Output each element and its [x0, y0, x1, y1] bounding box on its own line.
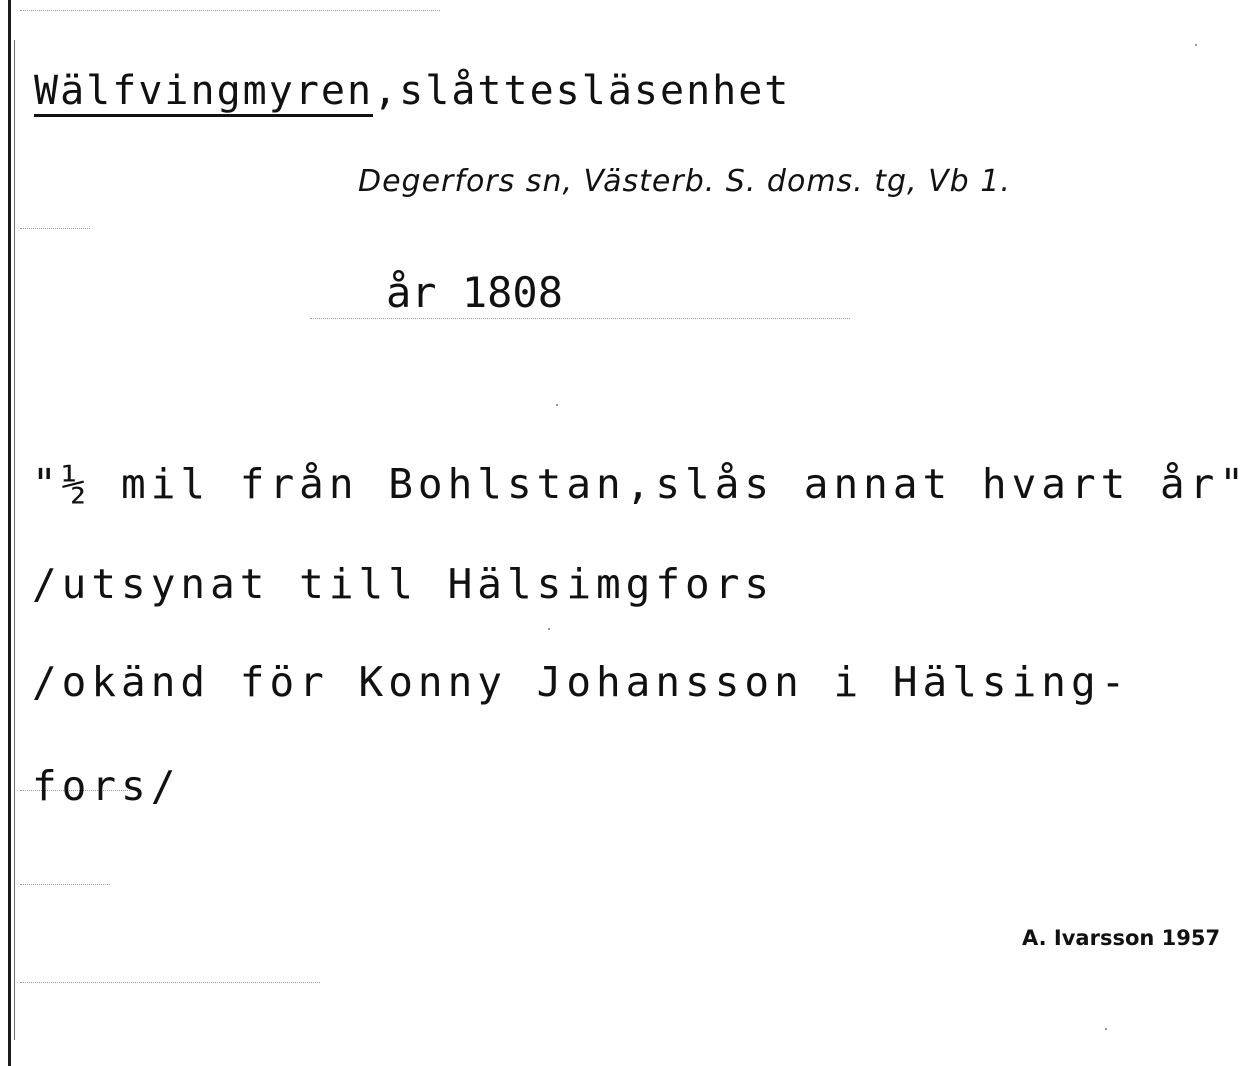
signature: A. Ivarsson 1957 — [1022, 926, 1221, 950]
faint-ruling — [20, 10, 440, 11]
faint-ruling — [20, 884, 110, 885]
note-line: fors/ — [32, 762, 181, 810]
paper-speck — [1195, 44, 1197, 46]
place-type: ,slåttesläsenhet — [373, 68, 791, 114]
paper-speck — [556, 404, 558, 406]
paper-speck — [1105, 1028, 1107, 1030]
faint-ruling — [310, 318, 850, 319]
year: år 1808 — [386, 268, 564, 317]
card-heading — [34, 68, 790, 114]
faint-ruling — [20, 228, 90, 229]
parish-reference: Degerfors sn, Västerb. S. doms. tg, Vb 1. — [358, 164, 1011, 199]
note-line: "½ mil från Bohlstan,slås annat hvart år" — [32, 460, 1250, 508]
left-border-line-inner — [14, 40, 15, 1040]
paper-speck — [548, 628, 550, 630]
left-border-line — [8, 0, 11, 1066]
faint-ruling — [20, 982, 320, 983]
note-line: /okänd för Konny Johansson i Hälsing- — [32, 658, 1131, 706]
place-name: Wälfvingmyren — [34, 68, 373, 117]
note-line: /utsynat till Hälsimgfors — [32, 560, 775, 608]
